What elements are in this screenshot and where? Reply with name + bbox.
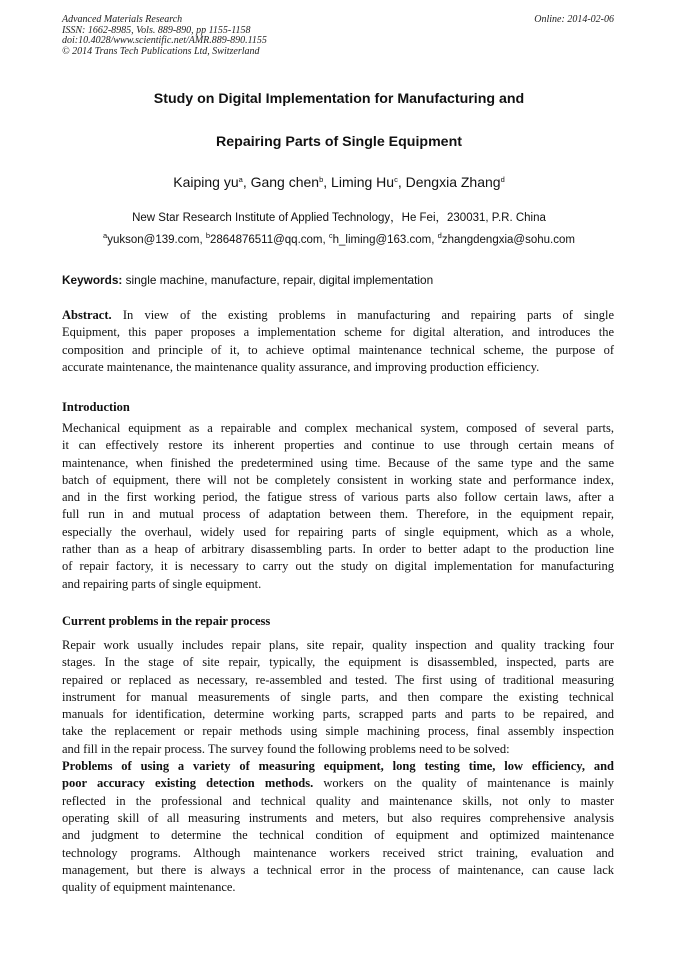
abstract-line: accurate maintenance, the maintenance quality assurance, and improving production efficiency. <box>62 359 540 374</box>
paper-title-line-2: Repairing Parts of Single Equipment <box>216 134 462 150</box>
keywords-text: single machine, manufacture, repair, digital implementation <box>125 273 434 287</box>
section-heading-introduction: Introduction <box>62 400 130 414</box>
body-line: it can effectively restore its inherent properties and continue to use through certain means of <box>62 438 614 453</box>
section-heading-current-problems: Current problems in the repair process <box>62 614 271 628</box>
body-line: Repair work usually includes repair plans, site repair, quality inspection and quality tracking four <box>62 638 614 652</box>
body-line: and judgment to determine the technical condition of equipment and optimized maintenance <box>62 828 614 843</box>
body-line: rather than as a heap of arbitrary disassembling parts. In order to better adapt to the production line <box>62 542 614 557</box>
author-name: Dengxia Zhang <box>405 174 501 190</box>
body-line: quality of equipment maintenance. <box>62 880 236 895</box>
bold-problem-line: Problems of using a variety of measuring equipment, long testing time, low efficiency, and <box>62 759 614 774</box>
author-name: Liming Hu <box>331 174 395 190</box>
issn-line: ISSN: 1662-8985, Vols. 889-890, pp 1155-1158 <box>62 24 251 36</box>
body-line-text: workers on the quality of maintenance is mainly <box>313 776 614 791</box>
email-sup: c <box>328 231 333 240</box>
abstract-line: Equipment, this paper proposes a implementation scheme for digital alteration, and introduces the <box>62 325 614 340</box>
author-sup: c <box>394 175 398 184</box>
email-sup: b <box>205 231 210 240</box>
doi-line: doi:10.4028/www.scientific.net/AMR.889-890.1155 <box>62 35 267 46</box>
author-list: Kaiping $yu^a$, Gang chen$^b$, Liming Hu$^c$, Dengxia Zhang$^d$ <box>173 174 505 190</box>
journal-name: Advanced Materials Research <box>62 14 183 25</box>
body-line: batch of equipment, there will not be completely consistent in working state and performance index, <box>62 472 614 487</box>
email-sup: d <box>437 231 442 240</box>
email-address: zhangdengxia@sohu.com <box>441 234 575 246</box>
body-line: take the replacement or repair methods using simple machining process, final assembly inspection <box>62 724 614 739</box>
abstract <box>62 307 614 376</box>
author-sup: d <box>500 175 505 184</box>
email-address: yukson@139.com <box>107 234 200 246</box>
body-line: manuals for identification, determine working parts, scrapped parts and parts to be repaired, and <box>62 707 614 722</box>
body-line: operating skill of all measuring instruments and meters, but also requires comprehensive analysis <box>62 810 614 825</box>
email-sup: a <box>103 231 108 240</box>
body-line: and fill in the repair process. The survey found the following problems need to be solved: <box>62 741 510 756</box>
body-line: repaired or replaced as necessary, re-assembled and tested. The first using of traditional measuring <box>62 672 614 687</box>
abstract-label: Abstract. <box>62 308 112 322</box>
body-line: technology programs. Although maintenance workers received strict training, evaluation and <box>62 845 614 860</box>
affiliation: New Star Research Institute of Applied Technology，He Fei，230031, P.R. China <box>132 212 546 224</box>
online-date: Online: 2014-02-06 <box>534 14 614 25</box>
introduction-body <box>62 420 614 593</box>
author-sup: a <box>238 175 243 184</box>
body-line <box>62 775 614 792</box>
body-line: especially the overhaul, widely used for repairing parts of single equipment, which as a whole, <box>62 524 614 539</box>
author-name: Kaiping yu <box>173 174 239 190</box>
email-address: 2864876511@qq.com <box>210 234 323 246</box>
current-problems-body <box>62 637 614 896</box>
body-line: full run in and mutual process of adaptation between them. Therefore, in the equipment repair, <box>62 507 614 522</box>
email-address: h_liming@163.com <box>332 234 432 246</box>
body-line: of repair factory, it is necessary to carry out the study on digital implementation for manufacturing <box>62 559 614 574</box>
body-line: Mechanical equipment as a repairable and complex mechanical system, composed of several parts, <box>62 421 614 435</box>
author-name: Gang chen <box>250 174 320 190</box>
journal-header <box>62 15 267 57</box>
body-line: management, but there is always a technical error in the process of maintenance, can cause lack <box>62 862 614 877</box>
body-line: and in the first working period, the fatigue stress of various parts also follow certain laws, after a <box>62 490 614 505</box>
paper-title-line-1: Study on Digital Implementation for Manufacturing and <box>153 91 525 107</box>
body-line: and repairing parts of single equipment. <box>62 576 262 591</box>
copyright-line: © 2014 Trans Tech Publications Ltd, Switzerland <box>62 45 260 57</box>
author-sup: b <box>319 175 324 184</box>
keywords-label: Keywords: <box>62 273 123 287</box>
body-line: stages. In the stage of site repair, typically, the equipment is disassembled, inspected, parts are <box>62 655 614 670</box>
abstract-line: composition and principle of it, to achieve optimal maintenance technical scheme, the purpose of <box>62 342 614 357</box>
body-line: reflected in the professional and technical quality and maintenance skills, not only to master <box>62 793 614 808</box>
body-line: maintenance, when finished the predetermined using time. Because of the same type and the same <box>62 455 614 470</box>
abstract-line-text: In view of the existing problems in manufacturing and repairing parts of single <box>122 308 615 322</box>
abstract-line <box>62 307 614 324</box>
bold-problem-text: poor accuracy existing detection methods. <box>62 776 314 791</box>
email-list: $^a$yukson@139.com, $^b$2864876511@qq.com, $^c$h_liming@163.com, $^d$zhangdengxia@sohu.com <box>103 231 575 246</box>
body-line: instrument for manual measurements of single parts, and then compare the existing technical <box>62 689 614 704</box>
keywords <box>62 273 433 287</box>
